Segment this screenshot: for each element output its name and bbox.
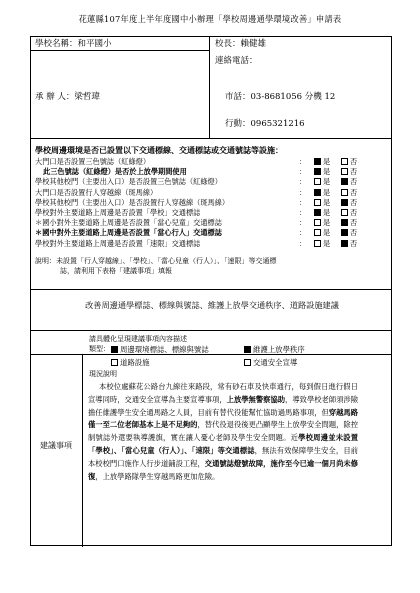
checkbox-icon[interactable] [111, 346, 118, 353]
divider [31, 50, 209, 51]
survey-option-no[interactable]: 否 [341, 239, 357, 248]
survey-question: 學校其他校門（主要出入口）是否設置三色號誌（紅綠燈） [35, 177, 222, 187]
checkbox-icon[interactable] [341, 199, 348, 206]
checkbox-icon[interactable] [341, 158, 348, 165]
survey-question: 學校其他校門（主要出入口）是否設置行人穿越線（斑馬線） [35, 197, 230, 207]
contact-person: 承 辦 人：梁哲瑋 [35, 92, 100, 102]
page-title: 花蓮縣107年度上半年度國中小辦理「學校周邊通學環境改善」申請表 [78, 14, 342, 24]
mobile-phone: 行動：0965321216 [225, 119, 305, 129]
divider [31, 289, 391, 290]
section-title: 改善周邊通學標誌、標線與號誌、維護上放學交通秩序、道路設施建議 [85, 300, 339, 310]
category-prefix: 類型： [89, 345, 110, 353]
category-option[interactable]: 交通安全宣導 [244, 358, 297, 367]
checkbox-icon[interactable] [314, 199, 321, 206]
survey-option-no[interactable]: 否 [341, 177, 357, 186]
checkbox-icon[interactable] [314, 229, 321, 236]
separator: ： [299, 228, 307, 238]
category-option[interactable]: 道路設施 [111, 358, 150, 367]
survey-option-yes[interactable]: 是 [314, 239, 330, 248]
survey-option-no[interactable]: 否 [341, 167, 357, 176]
divider [209, 37, 210, 138]
survey-option-yes[interactable]: 是 [314, 208, 330, 217]
survey-option-yes[interactable]: 是 [314, 228, 330, 237]
survey-option-no[interactable]: 否 [341, 218, 357, 227]
checkbox-icon[interactable] [314, 178, 321, 185]
survey-option-no[interactable]: 否 [341, 157, 357, 166]
divider [31, 354, 391, 355]
checkbox-icon[interactable] [341, 240, 348, 247]
checkbox-icon[interactable] [314, 189, 321, 196]
checkbox-icon[interactable] [244, 359, 251, 366]
checkbox-icon[interactable] [314, 209, 321, 216]
survey-option-yes[interactable]: 是 [314, 198, 330, 207]
description-heading: 請具體化呈現建議事項內容描述 [89, 335, 187, 343]
survey-question: 此三色號誌（紅綠燈）是否於上放學期間使用 [43, 167, 187, 177]
category-option[interactable]: 維護上放學秩序 [244, 345, 305, 354]
checkbox-icon[interactable] [314, 158, 321, 165]
checkbox-icon[interactable] [314, 168, 321, 175]
separator: ： [299, 218, 307, 228]
status-description: 本校位處蘇花公路台九線往來路段，常有砂石車及快車通行，每到假日進行假日宣導同時，交通安全宣導為主要宣導事項，上放學無警察協助，導致學校老師須涉險擔任維護學生安全通馬路之人員，目前有替代役能幫忙協助過馬路事項，但穿越馬路僅一至二位老師基本上是不足夠的，替代役退役後更凸顯學生上放學安全問題，除控制號誌外還要執導護旗，實在讓人憂心老師及學生安全問題。近學校周邊並未設置「學校」、「當心兒童（行人）」、「速限」等交通標誌，無法有效保障學生安全，目前本校校門口施作人行步道鋪設工程，交通號誌燈號故障，施作至今已逾一個月尚未修復，上放學路隊學生穿越馬路更加危險。 [88, 382, 359, 481]
survey-question: 學校對外主要道路上周邊是否設置「速限」交通標誌 [35, 238, 201, 248]
checkbox-icon[interactable] [341, 168, 348, 175]
survey-note: 誌，請利用下表格「建議事項」填報 [60, 267, 172, 275]
survey-option-yes[interactable]: 是 [314, 157, 330, 166]
checkbox-icon[interactable] [341, 209, 348, 216]
survey-question: 大門口是否設置三色號誌（紅綠燈） [35, 157, 151, 166]
checkbox-icon[interactable] [341, 178, 348, 185]
separator: ： [299, 177, 307, 187]
checkbox-icon[interactable] [111, 359, 118, 366]
checkbox-icon[interactable] [341, 219, 348, 226]
survey-option-yes[interactable]: 是 [314, 188, 330, 197]
checkbox-icon[interactable] [341, 229, 348, 236]
survey-option-no[interactable]: 否 [341, 228, 357, 237]
separator: ： [299, 157, 307, 166]
separator: ： [299, 197, 307, 207]
survey-question: ＊國中對外主要道路上周邊是否設置「當心行人」交通標誌 [35, 228, 222, 238]
survey-option-no[interactable]: 否 [341, 198, 357, 207]
separator: ： [299, 167, 307, 177]
survey-option-yes[interactable]: 是 [314, 177, 330, 186]
school-name: 學校名稱：和平國小 [35, 39, 112, 49]
survey-option-yes[interactable]: 是 [314, 218, 330, 227]
separator: ： [299, 208, 307, 217]
checkbox-icon[interactable] [341, 189, 348, 196]
separator: ： [299, 238, 307, 248]
divider [31, 138, 391, 139]
checkbox-icon[interactable] [314, 240, 321, 247]
divider [31, 330, 391, 331]
survey-question: 大門口是否設置行人穿越線（斑馬線） [35, 187, 158, 197]
survey-question: 學校對外主要道路上周邊是否設置「學校」交通標誌 [35, 208, 201, 217]
survey-note: 說明：未設置「行人穿越線」、「學校」、「當心兒童（行人）」、「速限」等交通標 [35, 257, 277, 265]
office-phone: 市話：03-8681056 分機 12 [225, 92, 336, 102]
phone-heading: 連絡電話： [215, 56, 258, 66]
checkbox-icon[interactable] [314, 219, 321, 226]
status-heading: 現況說明 [89, 370, 117, 378]
category-option[interactable]: 周邊環境標誌、標線與號誌 [111, 345, 209, 354]
separator: ： [299, 187, 307, 197]
principal-name: 校長：賴健雄 [215, 39, 267, 49]
survey-option-no[interactable]: 否 [341, 208, 357, 217]
survey-heading: 學校周邊環境是否已設置以下交通標線、交通標誌或交通號誌等設施： [35, 145, 283, 155]
checkbox-icon[interactable] [244, 346, 251, 353]
divider [82, 354, 83, 547]
suggestion-label: 建議事項 [40, 441, 72, 450]
survey-option-yes[interactable]: 是 [314, 167, 330, 176]
survey-option-no[interactable]: 否 [341, 188, 357, 197]
survey-question: ＊國小對外主要道路上周邊是否設置「當心兒童」交通標誌 [35, 218, 222, 228]
